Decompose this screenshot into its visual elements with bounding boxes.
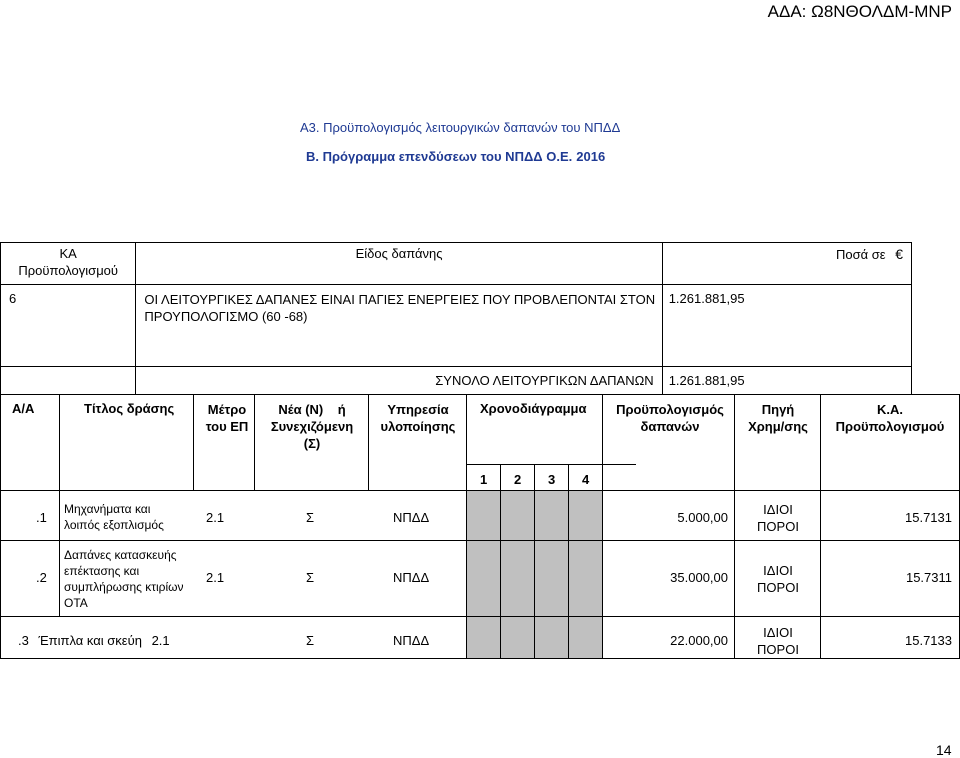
opex-header-poso-text: Ποσά σε: [835, 247, 886, 262]
header-pigi-l2: Χρημ/σης: [748, 419, 808, 434]
table-border-header-bottom: [466, 464, 636, 465]
header-proyp-l2: δαπανών: [640, 419, 700, 434]
vline-1: [0, 394, 1, 658]
header-ypiresia-l1: Υπηρεσία: [387, 402, 449, 417]
header-metro: [204, 401, 250, 435]
row1-title-l1: Μηχανήματα και: [64, 502, 151, 516]
opex-row-amount: [662, 285, 911, 367]
vline-3: [193, 394, 194, 491]
header-aa: Α/Α: [12, 401, 35, 416]
opex-header-ka-l1: ΚΑ: [59, 246, 77, 261]
vline-12: [820, 394, 821, 658]
header-xrono: Χρονοδιάγραμμα: [480, 401, 587, 416]
row3-service: ΝΠΔΔ: [393, 633, 430, 648]
row3-title: Έπιπλα και σκεύη: [38, 633, 142, 648]
opex-row-desc-l1: ΟΙ ΛΕΙΤΟΥΡΓΙΚΕΣ ΔΑΠΑΝΕΣ ΕΙΝΑΙ ΠΑΓΙΕΣ ΕΝΕΡΓΕΙΕΣ ΠΟΥ ΠΡΟΒΛΕΠΟΝΤΑΙ ΣΤΟΝ: [144, 292, 656, 307]
row3-source: [736, 624, 820, 658]
opex-row-desc-l2: ΠΡΟΥΠΟΛΟΓΙΣΜΟ (60 -68): [144, 309, 308, 324]
schedule-cell-r1-q3: [535, 491, 568, 540]
row3-line: [18, 633, 170, 648]
header-nea-l2: Συνεχιζόμενη: [270, 419, 354, 434]
schedule-cell-r2-q1: [467, 541, 500, 616]
euro-icon: €: [895, 246, 903, 262]
schedule-cell-r3-q4: [569, 617, 602, 658]
header-ka-l2: Προϋπολογισμού: [835, 419, 945, 434]
row2-source-l1: ΙΔΙΟΙ: [763, 563, 793, 578]
row3-source-l1: ΙΔΙΟΙ: [763, 625, 793, 640]
title-investment-text: Β. Πρόγραμμα επενδύσεων του ΝΠΔΔ Ο.Ε.: [306, 149, 573, 164]
quarter-2: 2: [514, 472, 522, 487]
vline-10: [602, 394, 603, 658]
header-ypiresia: [372, 401, 464, 435]
header-metro-l1: Μέτρο: [207, 402, 247, 417]
row1-source: [736, 501, 820, 535]
page-number: 14: [936, 742, 952, 758]
schedule-cell-r1-q2: [501, 491, 534, 540]
row2-service: ΝΠΔΔ: [393, 570, 430, 585]
row1-service: ΝΠΔΔ: [393, 510, 430, 525]
row1-title-l2: λοιπός εξοπλισμός: [64, 518, 164, 532]
title-investment-year: 2016: [576, 149, 606, 164]
quarter-1: 1: [480, 472, 488, 487]
schedule-cell-r2-q4: [569, 541, 602, 616]
row3-type: Σ: [306, 633, 315, 648]
row1-type: Σ: [306, 510, 315, 525]
row2-title-l4: ΟΤΑ: [64, 596, 88, 610]
opex-header-ka-l2: Προϋπολογισμού: [18, 263, 119, 278]
schedule-cell-r3-q1: [467, 617, 500, 658]
opex-table: [0, 242, 912, 395]
investment-table: [0, 390, 960, 670]
header-nea-l3: (Σ): [303, 436, 321, 451]
row2-source: [736, 562, 820, 596]
opex-row-code: [1, 285, 136, 367]
row3-ka: 15.7133: [905, 633, 952, 648]
row2-source-l2: ΠΟΡΟΙ: [757, 580, 799, 595]
row2-type: Σ: [306, 570, 315, 585]
opex-row-desc: [136, 285, 662, 367]
opex-total-amount-text: 1.261.881,95: [668, 373, 745, 388]
opex-header-ka: [1, 243, 136, 285]
title-investment-program: [306, 149, 605, 164]
opex-total-label-text: ΣΥΝΟΛΟ ΛΕΙΤΟΥΡΓΙΚΩΝ ΔΑΠΑΝΩΝ: [435, 373, 654, 388]
table-border-top: [0, 394, 960, 395]
row2-title: [64, 547, 184, 611]
header-proyp: [612, 401, 728, 435]
schedule-cell-r2-q2: [501, 541, 534, 616]
row3-amount: 22.000,00: [670, 633, 728, 648]
row1-source-l2: ΠΟΡΟΙ: [757, 519, 799, 534]
quarter-4: 4: [582, 472, 590, 487]
ada-code: ΑΔΑ: Ω8ΝΘΟΛΔΜ-ΜΝΡ: [767, 2, 952, 21]
header-ka-l1: Κ.Α.: [877, 402, 903, 417]
row1-ka: 15.7131: [905, 510, 952, 525]
row1-amount: 5.000,00: [677, 510, 728, 525]
vline-5: [368, 394, 369, 491]
row3-source-l2: ΠΟΡΟΙ: [757, 642, 799, 657]
schedule-cell-r1-q4: [569, 491, 602, 540]
opex-header-eidos-text: Είδος δαπάνης: [355, 246, 443, 261]
row2-title-l3: συμπλήρωσης κτιρίων: [64, 580, 184, 594]
header-nea: [258, 401, 366, 452]
row1-aa: .1: [36, 510, 47, 525]
schedule-cell-r1-q1: [467, 491, 500, 540]
header-metro-l2: του ΕΠ: [205, 419, 249, 434]
row2-amount: 35.000,00: [670, 570, 728, 585]
opex-row-amount-text: 1.261.881,95: [668, 291, 745, 306]
opex-header-eidos: [136, 243, 662, 285]
table-border-row3-bottom: [0, 658, 960, 659]
header-titlos: Τίτλος δράσης: [84, 401, 175, 416]
vline-4: [254, 394, 255, 491]
schedule-cell-r2-q3: [535, 541, 568, 616]
row2-title-l2: επέκτασης και: [64, 564, 140, 578]
row1-source-l1: ΙΔΙΟΙ: [763, 502, 793, 517]
header-ypiresia-l2: υλοποίησης: [380, 419, 456, 434]
header-nea-l1: Νέα (Ν) ή: [278, 402, 346, 417]
row2-title-l1: Δαπάνες κατασκευής: [64, 548, 177, 562]
schedule-cell-r3-q2: [501, 617, 534, 658]
vline-2: [59, 394, 60, 616]
row3-metro: 2.1: [151, 633, 170, 648]
row3-aa: .3: [18, 633, 29, 648]
schedule-cell-r3-q3: [535, 617, 568, 658]
header-ka: [824, 401, 956, 435]
header-pigi-l1: Πηγή: [761, 402, 795, 417]
header-pigi: [740, 401, 816, 435]
header-proyp-l1: Προϋπολογισμός: [616, 402, 724, 417]
row1-metro: 2.1: [206, 510, 225, 525]
row1-title: [64, 501, 164, 533]
opex-row-code-text: 6: [9, 291, 17, 306]
vline-11: [734, 394, 735, 658]
row2-ka: 15.7311: [905, 570, 952, 585]
opex-header-poso: [662, 243, 911, 285]
row2-aa: .2: [36, 570, 47, 585]
title-opex-budget: Α3. Προϋπολογισμός λειτουργικών δαπανών του ΝΠΔΔ: [300, 120, 621, 135]
quarter-3: 3: [548, 472, 556, 487]
row2-metro: 2.1: [206, 570, 225, 585]
